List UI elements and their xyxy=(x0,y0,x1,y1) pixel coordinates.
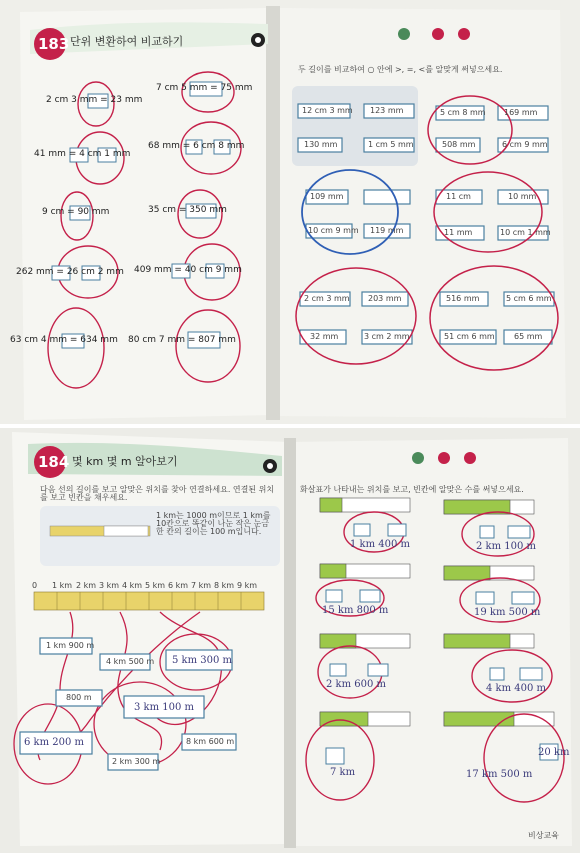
scale-5: 5 km xyxy=(145,581,166,590)
scale-3: 3 km xyxy=(99,581,120,590)
problem-3: 41 mm = 4 cm 1 mm xyxy=(34,149,131,159)
cmp1-a: 5 cm 8 mm xyxy=(440,108,486,117)
ans-4: 19 km 500 m xyxy=(474,607,541,618)
problem-6: 35 cm = 350 mm xyxy=(148,205,227,215)
scale-1: 1 km xyxy=(52,581,73,590)
ans-7: 7 km xyxy=(330,767,356,778)
problem-2: 7 cm 5 mm = 75 mm xyxy=(156,83,253,93)
problem-4: 68 mm = 6 cm 8 mm xyxy=(148,141,245,151)
box-4km500: 4 km 500 m xyxy=(106,657,155,666)
box-800m: 800 m xyxy=(66,693,92,702)
cmp1-d: 6 cm 9 mm xyxy=(502,140,548,149)
problem-1: 2 cm 3 mm = 23 mm xyxy=(46,95,143,105)
cmp1-c: 508 mm xyxy=(442,140,476,149)
cmp5-c: 51 cm 6 mm xyxy=(444,332,495,341)
scale-9: 9 km xyxy=(237,581,258,590)
bottom-note: 1 km는 1000 m이므로 1 km를 10칸으로 똑같이 나눈 작은 눈금 한 칸의 길이는 100 m입니다. xyxy=(156,511,271,536)
publisher-mark: 비상교육 xyxy=(528,831,559,840)
top-right-instruction: 두 길이를 비교하여 ○ 안에 >, =, <를 알맞게 써넣으세요. xyxy=(298,65,503,74)
box-5km300: 5 km 300 m xyxy=(172,655,233,666)
scale-2: 2 km xyxy=(76,581,97,590)
cmp1-b: 169 mm xyxy=(504,108,538,117)
ans-6: 4 km 400 m xyxy=(486,683,547,694)
ans-8: 17 km 500 m xyxy=(466,769,533,780)
cmp4-a: 2 cm 3 mm xyxy=(304,294,350,303)
problem-5: 9 cm = 90 mm xyxy=(42,207,110,217)
bottom-page-title: 몇 km 몇 m 알아보기 xyxy=(72,455,178,468)
scale-7: 7 km xyxy=(191,581,212,590)
ans-3: 15 km 800 m xyxy=(322,605,389,616)
cmp4-d: 3 cm 2 mm xyxy=(364,332,410,341)
scale-0: 0 xyxy=(32,581,38,590)
bottom-page-number: 184 xyxy=(38,453,70,471)
cmp3-b: 10 mm xyxy=(508,192,537,201)
cmp4-c: 32 mm xyxy=(310,332,339,341)
cmp5-d: 65 mm xyxy=(514,332,543,341)
box-8km600: 8 km 600 m xyxy=(186,737,235,746)
box-1km900: 1 km 900 m xyxy=(46,641,95,650)
ans-1: 1 km 400 m xyxy=(350,539,411,550)
problem-7: 262 mm = 26 cm 2 mm xyxy=(16,267,124,277)
scale-8: 8 km xyxy=(214,581,235,590)
cmp-ex-c: 130 mm xyxy=(304,140,338,149)
bottom-instruction: 다음 선의 길이를 보고 알맞은 위치를 찾아 연결하세요. 연결된 위치를 보고 빈칸을 채우세요. xyxy=(40,485,275,502)
cmp5-a: 516 mm xyxy=(446,294,480,303)
cmp5-b: 5 cm 6 mm xyxy=(506,294,552,303)
cmp-ex-d: 1 cm 5 mm xyxy=(368,140,414,149)
cmp2-c: 119 mm xyxy=(370,226,404,235)
problem-8: 409 mm = 40 cm 9 mm xyxy=(134,265,242,275)
top-page-number: 183 xyxy=(38,35,70,53)
cmp3-a: 11 cm xyxy=(446,192,471,201)
box-6km200: 6 km 200 m xyxy=(24,737,85,748)
ans-2: 2 km 100 m xyxy=(476,541,537,552)
box-2km300: 2 km 300 m xyxy=(112,757,161,766)
cmp4-b: 203 mm xyxy=(368,294,402,303)
scale-6: 6 km xyxy=(168,581,189,590)
cmp2-b: 10 cm 9 mm xyxy=(308,226,359,235)
problem-10: 80 cm 7 mm = 807 mm xyxy=(128,335,236,345)
cmp-ex-a: 12 cm 3 mm xyxy=(302,106,353,115)
cmp3-c: 11 mm xyxy=(444,228,473,237)
problem-9: 63 cm 4 mm = 634 mm xyxy=(10,335,118,345)
box-3km100: 3 km 100 m xyxy=(134,702,195,713)
top-page-title: 단위 변환하여 비교하기 xyxy=(70,35,184,48)
scale-4: 4 km xyxy=(122,581,143,590)
ans-9: 20 km xyxy=(538,747,570,758)
cmp2-a: 109 mm xyxy=(310,192,344,201)
ans-5: 2 km 600 m xyxy=(326,679,387,690)
cmp-ex-b: 123 mm xyxy=(370,106,404,115)
cmp3-d: 10 cm 1 mm xyxy=(500,228,551,237)
bottom-right-instruction: 화살표가 나타내는 위치를 보고, 빈칸에 알맞은 수를 써넣으세요. xyxy=(300,485,524,494)
